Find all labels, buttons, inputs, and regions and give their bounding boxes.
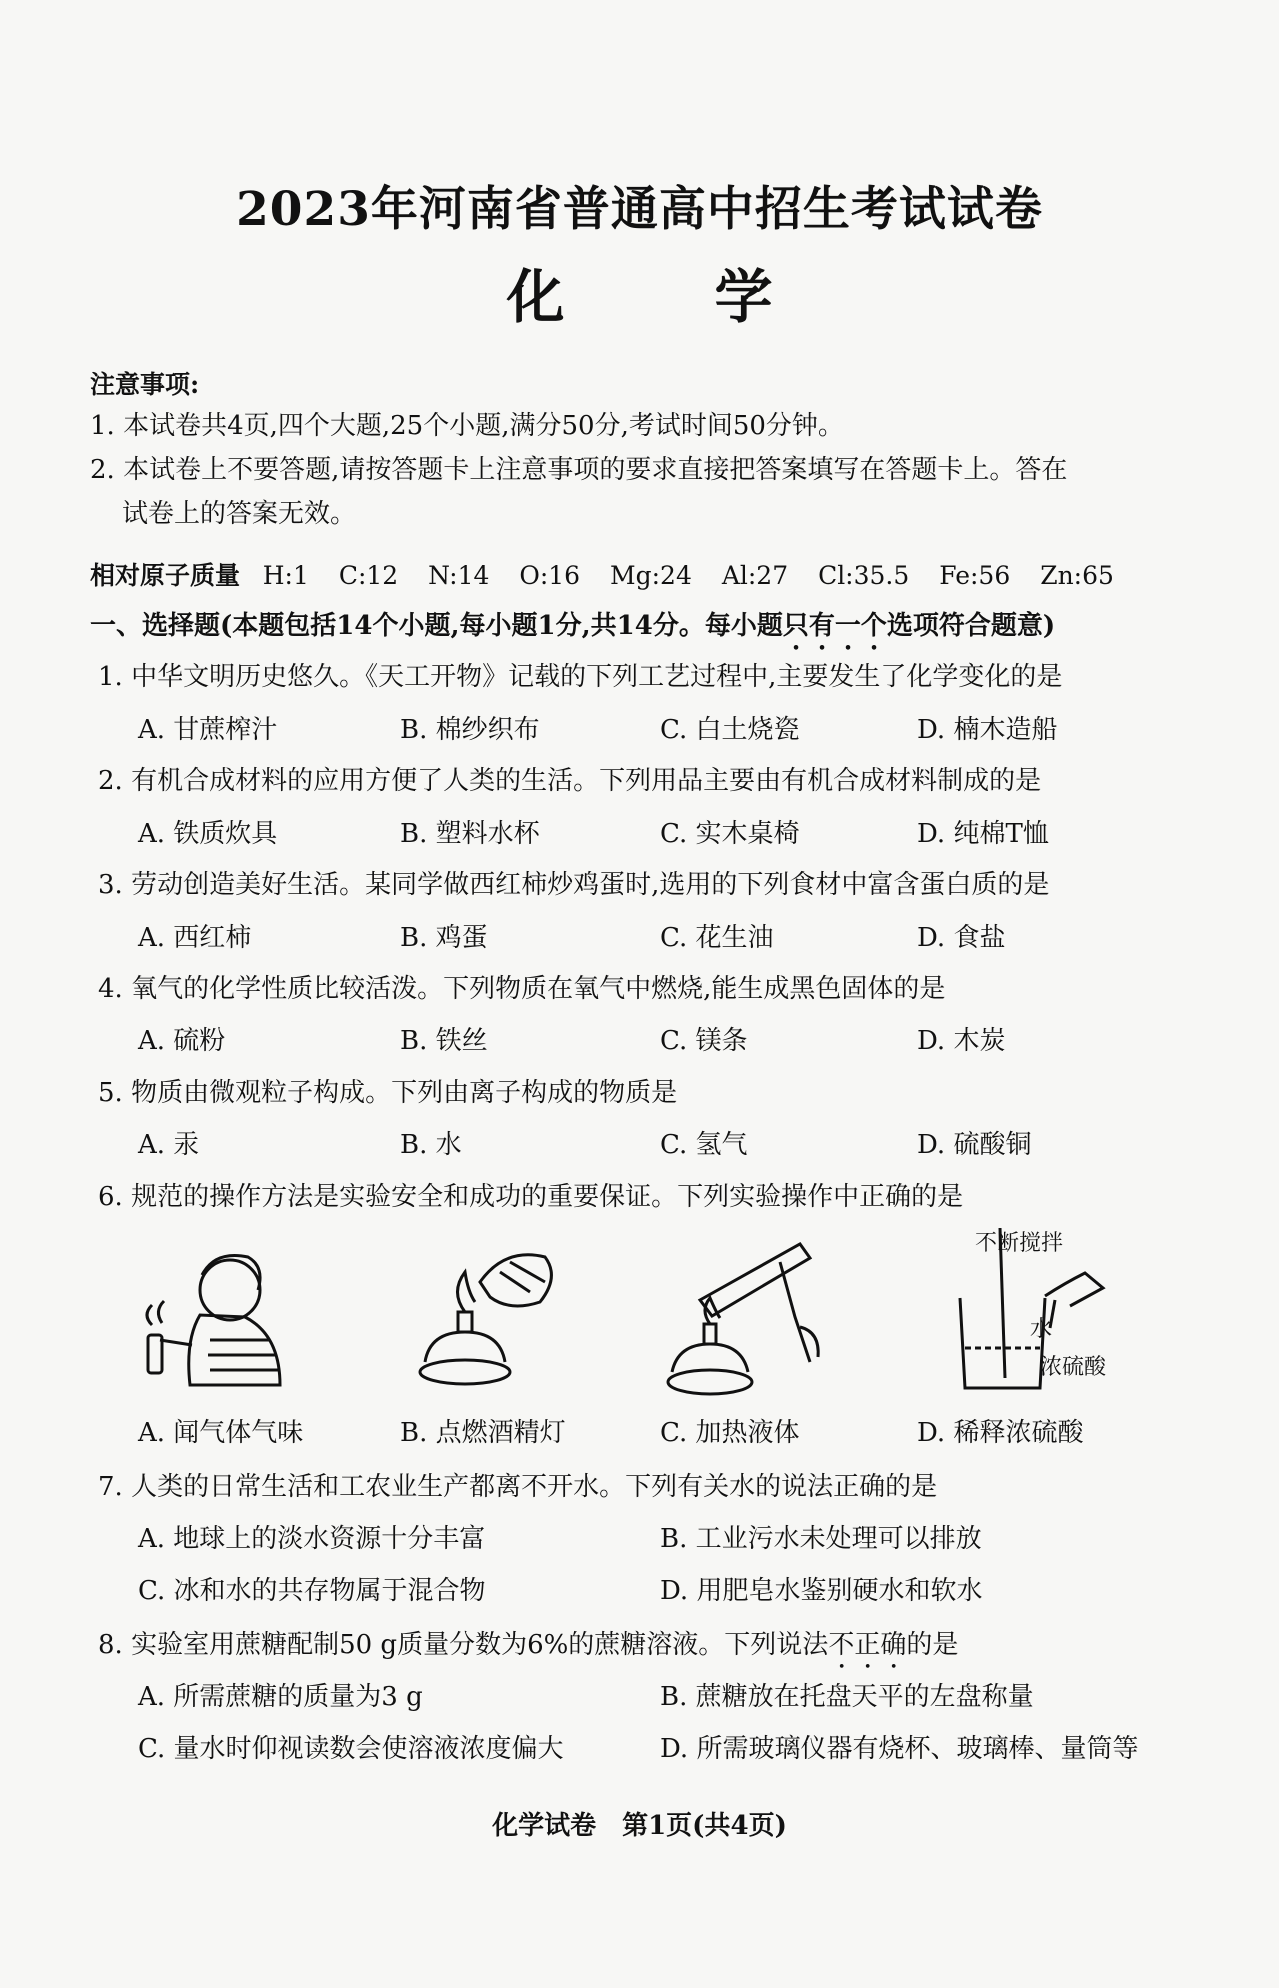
question-stem: 1. 中华文明历史悠久。《天工开物》记载的下列工艺过程中,主要发生了化学变化的是 [98,662,1063,692]
figure-label-water: 水 [1030,1317,1053,1342]
option: A. 硫粉 [138,1026,226,1056]
option: C. 实木桌椅 [660,819,800,849]
atomic-mass-item: Fe:56 [939,561,1011,590]
atomic-mass-item: H:1 [262,561,309,590]
atomic-mass-item: O:16 [519,561,581,590]
option: B. 点燃酒精灯 [400,1418,566,1448]
option: D. 硫酸铜 [917,1130,1032,1160]
section-heading-emphasis: 只有一个 [782,611,887,641]
atomic-mass-item: Zn:65 [1040,561,1114,590]
option: B. 棉纱织布 [400,715,540,745]
option: A. 西红柿 [138,923,252,953]
figure-light-lamp [410,1232,570,1392]
question-stem: 5. 物质由微观粒子构成。下列由离子构成的物质是 [98,1078,678,1108]
option: B. 铁丝 [400,1026,488,1056]
option: D. 食盐 [917,923,1006,953]
exam-title: 2023年河南省普通高中招生考试试卷 [236,182,1043,237]
option: D. 楠木造船 [917,715,1058,745]
option: A. 汞 [138,1130,200,1160]
option: A. 铁质炊具 [138,819,278,849]
subject-char-2: 学 [714,263,773,331]
option: C. 白土烧瓷 [660,715,800,745]
note-item: 2. 本试卷上不要答题,请按答题卡上注意事项的要求直接把答案填写在答题卡上。答在 [90,455,1068,485]
question-stem-emphasis: 不正确 [828,1630,907,1660]
note-item-continued: 试卷上的答案无效。 [122,499,357,529]
atomic-mass-item: Cl:35.5 [818,561,910,590]
option: D. 所需玻璃仪器有烧杯、玻璃棒、量筒等 [660,1734,1139,1764]
question-stem: 6. 规范的操作方法是实验安全和成功的重要保证。下列实验操作中正确的是 [98,1182,964,1212]
subject-title [0,250,1279,334]
option: D. 木炭 [917,1026,1006,1056]
atomic-mass-line [90,556,1132,592]
question-stem-part: 8. 实验室用蔗糖配制50 g质量分数为6%的蔗糖溶液。下列说法 [98,1630,829,1660]
page-footer: 化学试卷 第1页(共4页) [492,1811,787,1841]
section-heading-part: 选项符合题意) [886,611,1056,641]
option: D. 纯棉T恤 [917,819,1049,849]
option: A. 甘蔗榨汁 [138,715,278,745]
option: D. 用肥皂水鉴别硬水和软水 [660,1576,983,1606]
notes-heading: 注意事项: [90,370,200,399]
option: C. 镁条 [660,1026,748,1056]
option: C. 冰和水的共存物属于混合物 [138,1576,486,1606]
option: C. 量水时仰视读数会使溶液浓度偏大 [138,1734,564,1764]
atomic-mass-label: 相对原子质量 [90,561,241,590]
section-heading [90,605,1055,656]
question-stem: 4. 氧气的化学性质比较活泼。下列物质在氧气中燃烧,能生成黑色固体的是 [98,974,946,1004]
atomic-mass-item: Mg:24 [610,561,692,590]
figure-smell-gas [130,1245,290,1395]
option: A. 闻气体气味 [138,1418,304,1448]
question-stem [98,1624,958,1675]
section-heading-part: 一、选择题(本题包括14个小题,每小题1分,共14分。每小题 [90,611,783,641]
question-stem: 7. 人类的日常生活和工农业生产都离不开水。下列有关水的说法正确的是 [98,1472,938,1502]
option: B. 工业污水未处理可以排放 [660,1524,982,1554]
atomic-mass-item: N:14 [428,561,490,590]
option: C. 氢气 [660,1130,748,1160]
figure-label-stir: 不断搅拌 [975,1231,1064,1256]
option: A. 地球上的淡水资源十分丰富 [138,1524,486,1554]
question-stem: 3. 劳动创造美好生活。某同学做西红柿炒鸡蛋时,选用的下列食材中富含蛋白质的是 [98,870,1050,900]
subject-char-1: 化 [506,263,565,331]
figure-heat-liquid [660,1232,830,1402]
atomic-mass-item: Al:27 [721,561,789,590]
question-stem: 2. 有机合成材料的应用方便了人类的生活。下列用品主要由有机合成材料制成的是 [98,766,1042,796]
figure-label-acid: 浓硫酸 [1040,1355,1107,1380]
option: D. 稀释浓硫酸 [917,1418,1084,1448]
option: A. 所需蔗糖的质量为3 g [138,1682,423,1712]
option: B. 塑料水杯 [400,819,540,849]
atomic-mass-item: C:12 [338,561,399,590]
option: C. 加热液体 [660,1418,800,1448]
option: B. 水 [400,1130,462,1160]
option: B. 鸡蛋 [400,923,488,953]
note-item: 1. 本试卷共4页,四个大题,25个小题,满分50分,考试时间50分钟。 [90,411,844,441]
option: B. 蔗糖放在托盘天平的左盘称量 [660,1682,1034,1712]
option: C. 花生油 [660,923,774,953]
question-stem-part: 的是 [906,1630,959,1660]
